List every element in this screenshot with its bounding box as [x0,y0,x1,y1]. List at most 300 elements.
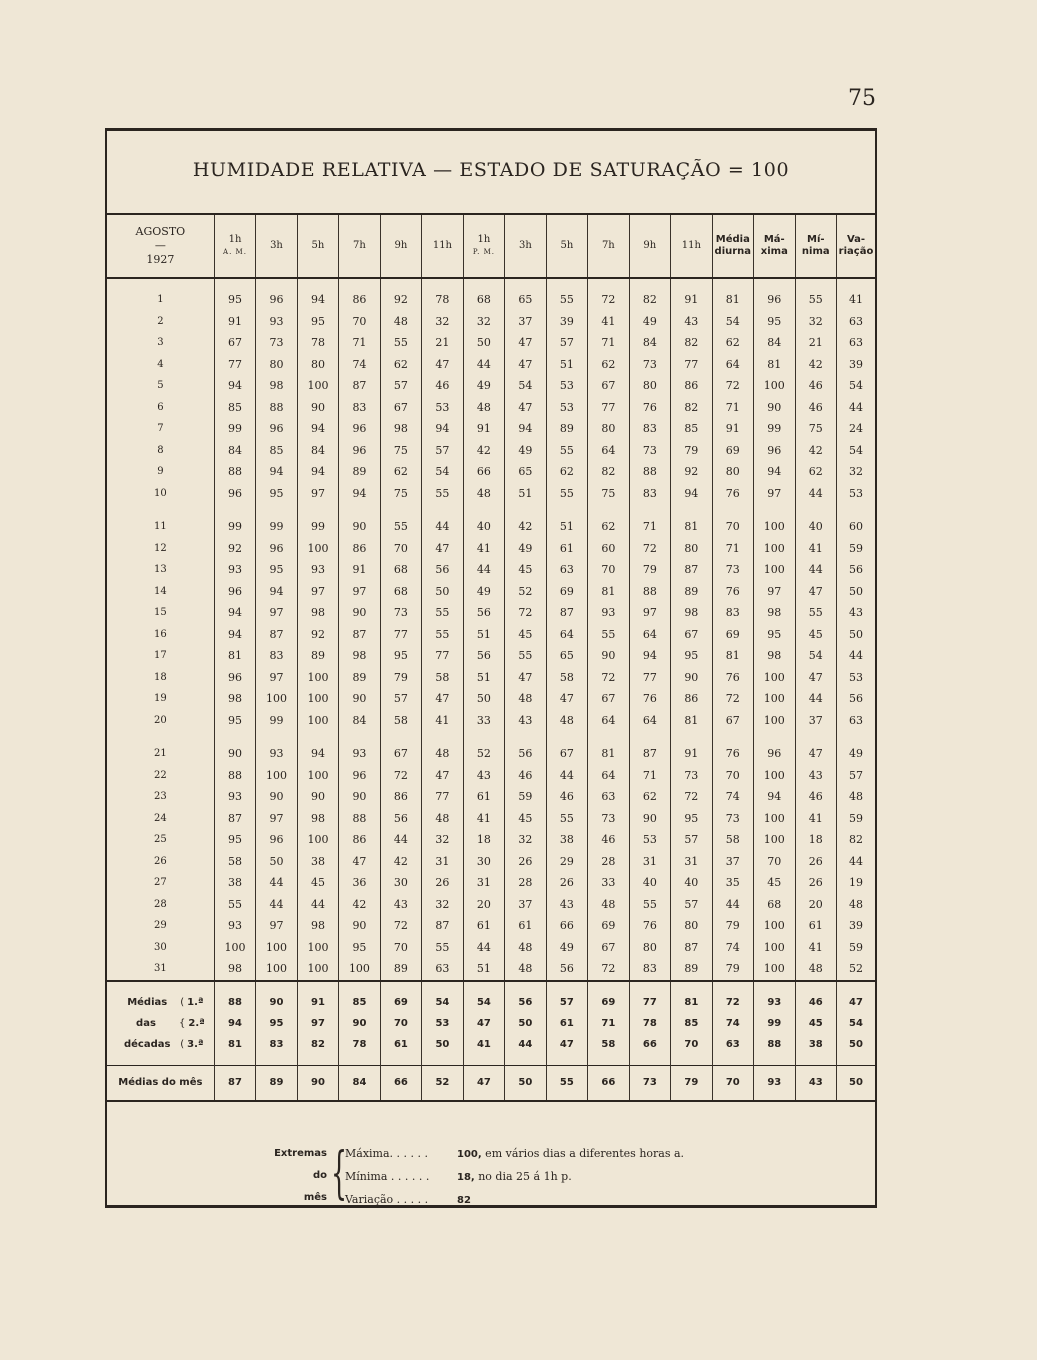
value-cell: 94 [297,461,338,483]
value-cell: 61 [505,915,546,937]
value-cell: 47 [505,354,546,376]
value-cell: 55 [546,289,587,311]
value-cell: 95 [671,808,712,830]
month-mean-value: 66 [380,1065,421,1101]
brace: { [331,1141,348,1206]
value-cell: 72 [629,538,670,560]
value-cell: 93 [339,743,380,765]
value-cell: 73 [256,332,297,354]
value-cell: 100 [297,667,338,689]
value-cell: 48 [505,688,546,710]
hour-label: 1h [228,234,242,245]
value-cell: 44 [546,765,587,787]
value-cell: 82 [671,332,712,354]
spacer-cell [629,504,670,516]
value-cell: 94 [422,418,463,440]
spacer-cell [107,731,214,743]
value-cell: 48 [422,808,463,830]
mean-value: 78 [629,1013,670,1034]
value-cell: 56 [837,559,875,581]
extremas-row-label: Máxima. . . . . . [345,1147,428,1160]
value-cell: 32 [837,461,875,483]
spacer-cell [339,504,380,516]
value-cell: 82 [837,829,875,851]
value-cell: 41 [588,311,629,333]
value-cell: 93 [214,559,255,581]
extremas-row-label: Variação . . . . . [345,1193,429,1206]
spacer-cell [463,1055,504,1066]
value-cell: 90 [588,645,629,667]
page-title: HUMIDADE RELATIVA — ESTADO DE SATURAÇÃO = 100 [192,159,790,181]
extremas-label-line: do [312,1170,327,1181]
value-cell: 95 [297,311,338,333]
mean-value: 47 [837,992,875,1013]
value-cell: 33 [588,872,629,894]
value-cell: 97 [256,667,297,689]
value-cell: 87 [339,624,380,646]
spacer-cell [795,504,836,516]
value-cell: 97 [297,483,338,505]
value-cell: 93 [256,743,297,765]
value-cell: 96 [256,289,297,311]
day-cell: 30 [154,941,167,953]
mean-value: 74 [712,1013,753,1034]
spacer-row [107,1055,875,1066]
value-cell: 84 [629,332,670,354]
spacer-cell [629,981,670,992]
table-row [107,688,875,710]
value-cell: 44 [422,516,463,538]
extremas-row-text: no dia 25 á 1h p. [474,1170,572,1183]
value-cell: 54 [837,375,875,397]
value-cell: 77 [214,354,255,376]
value-cell: 100 [754,667,795,689]
value-cell: 79 [712,915,753,937]
spacer-cell [795,278,836,289]
value-cell: 90 [256,786,297,808]
value-cell: 62 [380,461,421,483]
mean-value: 53 [422,1013,463,1034]
header-dash: — [154,239,166,252]
month-mean-value: 84 [339,1065,380,1101]
value-cell: 40 [629,872,670,894]
header-maxima-line: Má- [763,234,785,245]
value-cell: 70 [588,559,629,581]
month-mean-value: 70 [712,1065,753,1101]
spacer-cell [588,731,629,743]
value-cell: 39 [837,915,875,937]
value-cell: 44 [837,645,875,667]
value-cell: 19 [837,872,875,894]
spacer-cell [546,278,587,289]
value-cell: 64 [629,624,670,646]
spacer-cell [297,504,338,516]
value-cell: 52 [837,958,875,981]
value-cell: 32 [795,311,836,333]
value-cell: 49 [546,937,587,959]
value-cell: 42 [339,894,380,916]
value-cell: 46 [588,829,629,851]
value-cell: 72 [505,602,546,624]
extremas-row [345,1189,684,1212]
value-cell: 93 [297,559,338,581]
table-row [107,808,875,830]
table-row [107,483,875,505]
value-cell: 49 [505,440,546,462]
table-row [107,354,875,376]
value-cell: 73 [712,559,753,581]
extremas-row [345,1166,684,1189]
value-cell: 94 [505,418,546,440]
spacer-cell [422,731,463,743]
header-row [107,215,875,278]
value-cell: 63 [546,559,587,581]
extremas-label-line: Extremas [274,1148,327,1159]
value-cell: 58 [214,851,255,873]
mean-value: 81 [214,1034,255,1055]
day-cell: 9 [157,466,164,478]
value-cell: 47 [795,743,836,765]
value-cell: 53 [837,483,875,505]
value-cell: 44 [795,559,836,581]
spacer-cell [214,278,255,289]
value-cell: 98 [297,915,338,937]
value-cell: 94 [671,483,712,505]
value-cell: 96 [256,538,297,560]
value-cell: 97 [754,483,795,505]
table-row [107,440,875,462]
spacer-cell [671,278,712,289]
value-cell: 100 [297,958,338,981]
value-cell: 56 [837,688,875,710]
value-cell: 46 [505,765,546,787]
value-cell: 97 [256,602,297,624]
brace-glyph: ( [180,1038,185,1050]
value-cell: 29 [546,851,587,873]
value-cell: 48 [588,894,629,916]
table-row [107,894,875,916]
value-cell: 55 [422,483,463,505]
day-cell: 27 [154,877,167,889]
value-cell: 18 [795,829,836,851]
spacer-cell [795,981,836,992]
table-row [107,743,875,765]
value-cell: 87 [256,624,297,646]
value-cell: 78 [297,332,338,354]
value-cell: 62 [546,461,587,483]
decade-mean-row [107,992,875,1013]
value-cell: 69 [588,915,629,937]
table-row [107,937,875,959]
value-cell: 24 [837,418,875,440]
value-cell: 51 [505,483,546,505]
mean-value: 82 [297,1034,338,1055]
value-cell: 50 [463,332,504,354]
value-cell: 81 [671,710,712,732]
value-cell: 77 [380,624,421,646]
value-cell: 100 [256,958,297,981]
value-cell: 50 [837,624,875,646]
value-cell: 37 [795,710,836,732]
value-cell: 45 [754,872,795,894]
value-cell: 71 [712,397,753,419]
value-cell: 58 [546,667,587,689]
mean-value: 38 [795,1034,836,1055]
value-cell: 95 [380,645,421,667]
value-cell: 72 [588,289,629,311]
hour-sub: P. M. [472,248,495,256]
value-cell: 43 [505,710,546,732]
value-cell: 100 [754,765,795,787]
value-cell: 42 [505,516,546,538]
value-cell: 76 [712,483,753,505]
value-cell: 67 [588,937,629,959]
value-cell: 55 [546,483,587,505]
table-row [107,418,875,440]
value-cell: 62 [712,332,753,354]
value-cell: 89 [297,645,338,667]
value-cell: 47 [422,354,463,376]
extremas-label-line: mês [303,1192,327,1203]
decade-label [107,1034,214,1055]
value-cell: 96 [754,743,795,765]
day-cell: 21 [154,748,167,760]
value-cell: 53 [546,375,587,397]
header-hour-10 [629,215,670,278]
value-cell: 47 [505,397,546,419]
value-cell: 44 [297,894,338,916]
value-cell: 94 [754,786,795,808]
value-cell: 56 [463,645,504,667]
value-cell: 86 [671,688,712,710]
spacer-cell [754,731,795,743]
table-frame [105,128,877,1208]
header-hour-2 [297,215,338,278]
value-cell: 88 [256,397,297,419]
value-cell: 67 [671,624,712,646]
value-cell: 50 [463,688,504,710]
value-cell: 80 [629,375,670,397]
day-cell: 19 [154,693,167,705]
value-cell: 54 [795,645,836,667]
value-cell: 98 [214,958,255,981]
value-cell: 81 [671,516,712,538]
value-cell: 100 [256,765,297,787]
value-cell: 45 [297,872,338,894]
value-cell: 59 [837,538,875,560]
value-cell: 89 [380,958,421,981]
value-cell: 98 [671,602,712,624]
mean-value: 44 [505,1034,546,1055]
mean-value: 69 [588,992,629,1013]
value-cell: 62 [629,786,670,808]
spacer-cell [546,504,587,516]
spacer-cell [256,278,297,289]
value-cell: 47 [795,581,836,603]
value-cell: 77 [422,786,463,808]
value-cell: 67 [712,710,753,732]
value-cell: 70 [380,538,421,560]
value-cell: 90 [754,397,795,419]
table-row [107,581,875,603]
spacer-row [107,731,875,743]
spacer-row [107,504,875,516]
day-cell: 6 [157,401,164,413]
spacer-cell [214,1055,255,1066]
header-hour-11 [671,215,712,278]
spacer-cell [339,278,380,289]
spacer-cell [380,1055,421,1066]
value-cell: 57 [380,375,421,397]
value-cell: 74 [339,354,380,376]
value-cell: 96 [214,667,255,689]
value-cell: 81 [588,581,629,603]
spacer-cell [380,278,421,289]
value-cell: 38 [214,872,255,894]
value-cell: 90 [297,397,338,419]
value-cell: 94 [214,624,255,646]
value-cell: 97 [297,581,338,603]
value-cell: 97 [754,581,795,603]
day-cell: 4 [157,358,164,370]
value-cell: 28 [588,851,629,873]
mean-value: 93 [754,992,795,1013]
value-cell: 58 [422,667,463,689]
value-cell: 57 [380,688,421,710]
mean-value: 85 [339,992,380,1013]
value-cell: 73 [712,808,753,830]
value-cell: 91 [671,289,712,311]
spacer-cell [546,731,587,743]
value-cell: 54 [505,375,546,397]
value-cell: 55 [629,894,670,916]
value-cell: 94 [297,418,338,440]
value-cell: 86 [339,538,380,560]
spacer-cell [671,731,712,743]
spacer-cell [712,504,753,516]
value-cell: 95 [339,937,380,959]
value-cell: 74 [712,937,753,959]
value-cell: 90 [339,786,380,808]
value-cell: 72 [380,765,421,787]
title-area [107,131,875,215]
value-cell: 96 [339,440,380,462]
value-cell: 55 [422,624,463,646]
value-cell: 73 [629,354,670,376]
value-cell: 56 [422,559,463,581]
hour-label: 11h [432,240,452,251]
mean-value: 88 [754,1034,795,1055]
value-cell: 94 [297,743,338,765]
value-cell: 59 [837,808,875,830]
table-row [107,915,875,937]
value-cell: 26 [795,851,836,873]
value-cell: 47 [422,765,463,787]
spacer-cell [588,981,629,992]
value-cell: 81 [712,645,753,667]
value-cell: 45 [505,624,546,646]
value-cell: 100 [214,937,255,959]
spacer-cell [546,1055,587,1066]
value-cell: 90 [339,602,380,624]
value-cell: 49 [505,538,546,560]
spacer-cell [256,504,297,516]
day-cell: 15 [154,607,167,619]
value-cell: 88 [629,581,670,603]
value-cell: 77 [671,354,712,376]
value-cell: 71 [629,765,670,787]
value-cell: 92 [297,624,338,646]
value-cell: 87 [629,743,670,765]
value-cell: 68 [380,581,421,603]
table-row [107,289,875,311]
value-cell: 20 [463,894,504,916]
mean-value: 69 [380,992,421,1013]
table-row [107,645,875,667]
value-cell: 76 [712,581,753,603]
decade-label [107,1013,214,1034]
value-cell: 89 [671,958,712,981]
value-cell: 91 [339,559,380,581]
value-cell: 32 [422,829,463,851]
value-cell: 76 [712,743,753,765]
value-cell: 76 [629,397,670,419]
value-cell: 100 [754,559,795,581]
value-cell: 70 [339,311,380,333]
value-cell: 64 [588,440,629,462]
value-cell: 88 [339,808,380,830]
spacer-cell [712,1055,753,1066]
mean-value: 47 [463,1013,504,1034]
table-row [107,397,875,419]
header-hour-5 [422,215,463,278]
value-cell: 96 [256,829,297,851]
value-cell: 69 [546,581,587,603]
value-cell: 64 [629,710,670,732]
value-cell: 81 [588,743,629,765]
value-cell: 52 [505,581,546,603]
day-cell: 25 [154,834,167,846]
value-cell: 73 [671,765,712,787]
mean-value: 45 [795,1013,836,1034]
value-cell: 72 [588,667,629,689]
table-row [107,602,875,624]
value-cell: 80 [671,915,712,937]
value-cell: 48 [422,743,463,765]
header-variacao [837,215,875,278]
value-cell: 62 [795,461,836,483]
value-cell: 94 [256,461,297,483]
value-cell: 67 [588,688,629,710]
value-cell: 82 [629,289,670,311]
value-cell: 49 [463,581,504,603]
day-cell: 3 [157,337,164,349]
mean-value: 54 [463,992,504,1013]
value-cell: 51 [463,624,504,646]
value-cell: 30 [463,851,504,873]
value-cell: 95 [214,289,255,311]
mean-value: 58 [588,1034,629,1055]
value-cell: 63 [837,311,875,333]
value-cell: 71 [588,332,629,354]
header-media-diurna-line: diurna [714,246,752,257]
day-cell: 12 [154,542,167,554]
table-row [107,710,875,732]
spacer-cell [297,278,338,289]
value-cell: 72 [380,915,421,937]
value-cell: 99 [256,710,297,732]
value-cell: 95 [256,559,297,581]
